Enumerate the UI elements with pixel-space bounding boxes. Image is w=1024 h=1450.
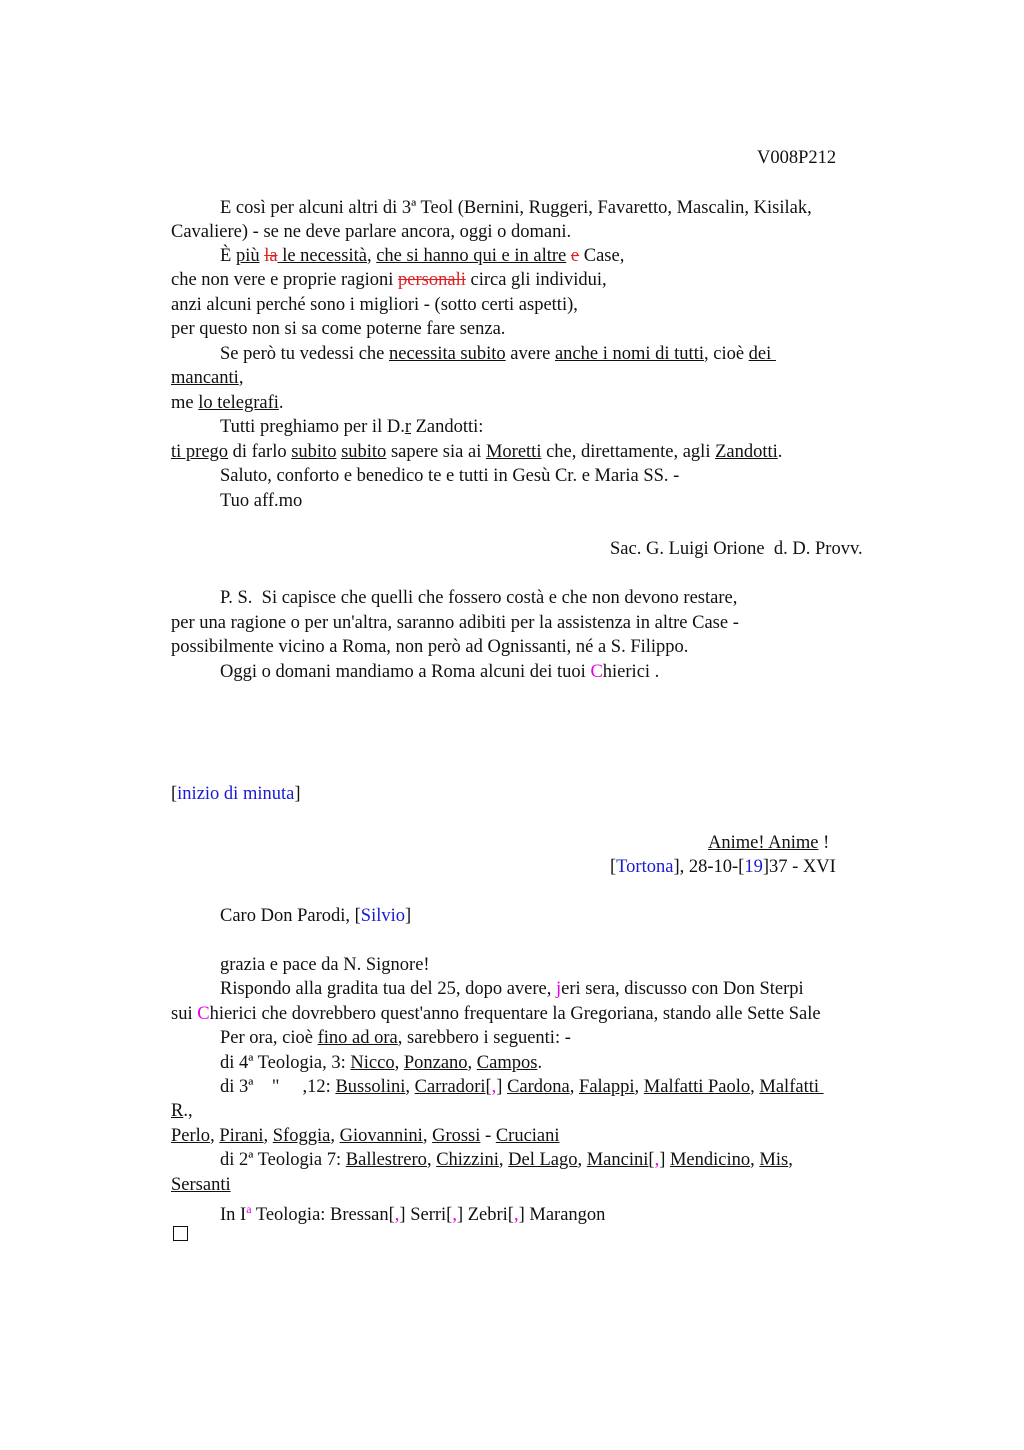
text-line: In $I^a$ Teologia: Bressan[,] Serri[,] Zebri[,] Marangon xyxy=(220,1202,606,1226)
square-icon xyxy=(173,1226,188,1241)
motto: Anime! Anime ! xyxy=(708,833,830,853)
text-line: sui Chierici che dovrebbero quest'anno frequentare la Gregoriana, stando alle Sette Sale xyxy=(171,1004,821,1024)
text-line: Rispondo alla gradita tua del 25, dopo avere, jeri sera, discusso con Don Sterpi xyxy=(220,979,804,999)
text-line: Tutti preghiamo per il D.r Zandotti: xyxy=(220,417,484,437)
letter-date: [Tortona], 28-10-[19]37 - XVI xyxy=(610,857,836,877)
text-line: Per ora, cioè fino ad ora, sarebbero i seguenti: - xyxy=(220,1028,571,1048)
text-line: anzi alcuni perché sono i migliori - (sotto certi aspetti), xyxy=(171,295,578,315)
page-id: V008P212 xyxy=(757,148,837,168)
deleted-text: personali xyxy=(398,270,466,290)
signature: Sac. G. Luigi Orione d. D. Provv. xyxy=(610,539,863,559)
greeting: Caro Don Parodi, [Silvio] xyxy=(220,906,412,926)
text-line: ti prego di farlo subito subito sapere sia ai Moretti che, direttamente, agli Zandotti. xyxy=(171,442,783,462)
text-line: Tuo aff.mo xyxy=(220,491,303,511)
text-line: E così per alcuni altri di 3ª Teol (Bernini, Ruggeri, Favaretto, Mascalin, Kisilak, xyxy=(220,198,812,218)
deleted-text: la xyxy=(264,246,278,266)
text-line: Se però tu vedessi che necessita subito avere anche i nomi di tutti, cioè dei xyxy=(220,344,776,364)
text-line: P. S. Si capisce che quelli che fossero costà e che non devono restare, xyxy=(220,588,738,608)
text-line: di 3ª " ,12: Bussolini, Carradori[,] Cardona, Falappi, Malfatti Paolo, Malfatti xyxy=(220,1077,824,1097)
text-line: R., xyxy=(171,1101,193,1121)
text-line: Sersanti xyxy=(171,1175,231,1195)
text-line: che non vere e proprie ragioni personali circa gli individui, xyxy=(171,270,607,290)
text-line: di 2ª Teologia 7: Ballestrero, Chizzini, Del Lago, Mancini[,] Mendicino, Mis, xyxy=(220,1150,793,1170)
text-line: Cavaliere) - se ne deve parlare ancora, oggi o domani. xyxy=(171,222,572,242)
text-line: grazia e pace da N. Signore! xyxy=(220,955,430,975)
text-line: mancanti, xyxy=(171,368,244,388)
minuta-label: [inizio di minuta] xyxy=(171,784,301,804)
text-line: Saluto, conforto e benedico te e tutti in Gesù Cr. e Maria SS. - xyxy=(220,466,680,486)
text-line: È più la le necessità, che si hanno qui e in altre e Case, xyxy=(220,246,625,266)
text-line: per questo non si sa come poterne fare senza. xyxy=(171,319,506,339)
text-line: possibilmente vicino a Roma, non però ad Ognissanti, né a S. Filippo. xyxy=(171,637,689,657)
text-line: Perlo, Pirani, Sfoggia, Giovannini, Grossi - Cruciani xyxy=(171,1126,560,1146)
text-line: Oggi o domani mandiamo a Roma alcuni dei tuoi Chierici . xyxy=(220,662,660,682)
text-line: di 4ª Teologia, 3: Nicco, Ponzano, Campos. xyxy=(220,1053,543,1073)
deleted-text: e xyxy=(570,246,580,266)
text-line: per una ragione o per un'altra, saranno adibiti per la assistenza in altre Case - xyxy=(171,613,739,633)
text-line: me lo telegrafi. xyxy=(171,393,284,413)
